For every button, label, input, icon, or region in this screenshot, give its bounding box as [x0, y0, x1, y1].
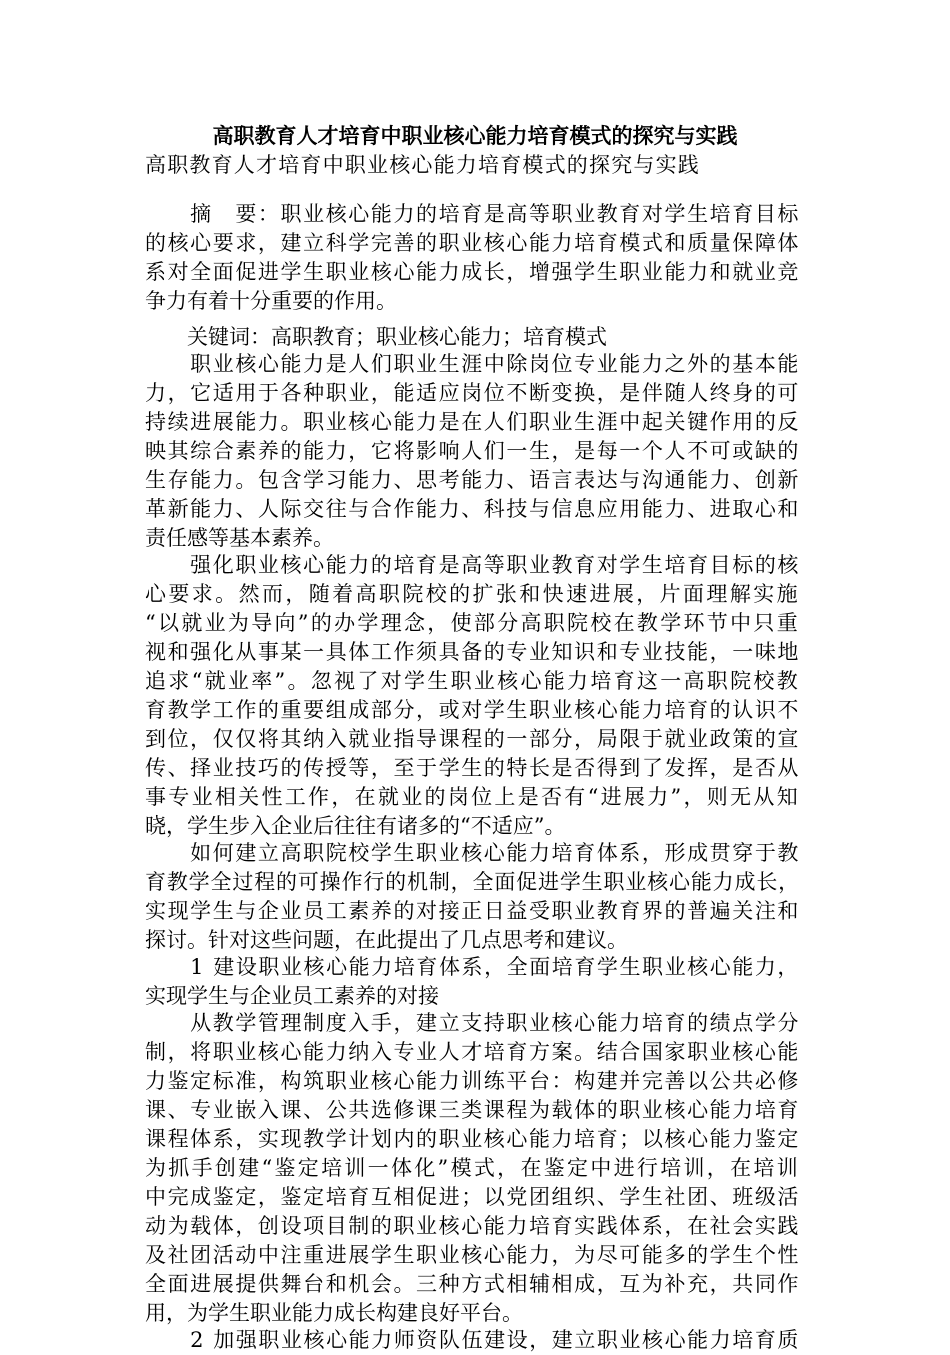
document-title: 高职教育人才培育中职业核心能力培育模式的探究与实践: [212, 124, 738, 148]
body-text-line: 1 建设职业核心能力培育体系，全面培育学生职业核心能力，: [145, 955, 800, 979]
body-text-line: 关键词：高职教育；职业核心能力；培育模式: [145, 325, 607, 349]
body-text-line: 强化职业核心能力的培育是高等职业教育对学生培育目标的核: [145, 553, 800, 577]
body-text-line: 动为载体，创设项目制的职业核心能力培育实践体系，在社会实践: [145, 1214, 800, 1238]
body-text-line: 职业核心能力是人们职业生涯中除岗位专业能力之外的基本能: [145, 352, 800, 376]
body-text-line: 全面进展提供舞台和机会。三种方式相辅相成，互为补充，共同作: [145, 1272, 800, 1296]
body-text-line: 实现学生与企业员工素养的对接正日益受职业教育界的普遍关注和: [145, 899, 800, 923]
body-text-line: 探讨。针对这些问题，在此提出了几点思考和建议。: [145, 928, 628, 952]
body-text-line: 实现学生与企业员工素养的对接: [145, 984, 439, 1008]
body-text-line: 课、专业嵌入课、公共选修课三类课程为载体的职业核心能力培育: [145, 1098, 800, 1122]
body-text-line: 课程体系，实现教学计划内的职业核心能力培育；以核心能力鉴定: [145, 1127, 800, 1151]
body-text-line: 力，它适用于各种职业，能适应岗位不断变换，是伴随人终身的可: [145, 381, 800, 405]
body-text-line: 用，为学生职业能力成长构建良好平台。: [145, 1301, 523, 1325]
body-text-line: 传、择业技巧的传授等，至于学生的特长是否得到了发挥，是否从: [145, 756, 800, 780]
body-text-line: 中完成鉴定，鉴定培育互相促进；以党团组织、学生社团、班级活: [145, 1185, 800, 1209]
body-text-line: 系对全面促进学生职业核心能力成长，增强学生职业能力和就业竞: [145, 260, 800, 284]
body-text-line: 2 加强职业核心能力师资队伍建设，建立职业核心能力培育质: [145, 1328, 800, 1352]
body-text-line: 责任感等基本素养。: [145, 526, 334, 550]
body-text-line: 争力有着十分重要的作用。: [145, 289, 397, 313]
body-text-line: 从教学管理制度入手，建立支持职业核心能力培育的绩点学分: [145, 1011, 800, 1035]
body-text-line: 事专业相关性工作，在就业的岗位上是否有“进展力”，则无从知: [145, 785, 800, 809]
body-text-line: 心要求。然而，随着高职院校的扩张和快速进展，片面理解实施: [145, 582, 800, 606]
body-text-line: 晓，学生步入企业后往往有诸多的“不适应”。: [145, 814, 566, 838]
body-text-line: 及社团活动中注重进展学生职业核心能力，为尽可能多的学生个性: [145, 1243, 800, 1267]
body-text-line: 的核心要求，建立科学完善的职业核心能力培育模式和质量保障体: [145, 231, 800, 255]
body-text-line: 到位，仅仅将其纳入就业指导课程的一部分，局限于就业政策的宣: [145, 727, 800, 751]
body-text-line: 视和强化从事某一具体工作须具备的专业知识和专业技能，一味地: [145, 640, 800, 664]
body-text-line: 持续进展能力。职业核心能力是在人们职业生涯中起关键作用的反: [145, 410, 800, 434]
body-text-line: 追求“就业率”。忽视了对学生职业核心能力培育这一高职院校教: [145, 669, 800, 693]
body-text-line: 革新能力、人际交往与合作能力、科技与信息应用能力、进取心和: [145, 497, 800, 521]
body-text-line: 育教学全过程的可操作行的机制，全面促进学生职业核心能力成长，: [145, 870, 800, 894]
body-text-line: 摘 要：职业核心能力的培育是高等职业教育对学生培育目标: [145, 202, 800, 226]
body-text-line: 育教学工作的重要组成部分，或对学生职业核心能力培育的认识不: [145, 698, 800, 722]
body-text-line: 如何建立高职院校学生职业核心能力培育体系，形成贯穿于教: [145, 841, 800, 865]
body-text-line: 力鉴定标准，构筑职业核心能力训练平台：构建并完善以公共必修: [145, 1069, 800, 1093]
body-text-line: “以就业为导向”的办学理念，使部分高职院校在教学环节中只重: [145, 611, 800, 635]
body-text-line: 为抓手创建“鉴定培训一体化”模式，在鉴定中进行培训，在培训: [145, 1156, 800, 1180]
subtitle-line: 高职教育人才培育中职业核心能力培育模式的探究与实践: [145, 153, 700, 177]
body-text-line: 映其综合素养的能力，它将影响人们一生，是每一个人不可或缺的: [145, 439, 800, 463]
body-text-line: 生存能力。包含学习能力、思考能力、语言表达与沟通能力、创新: [145, 468, 800, 492]
body-text-line: 制，将职业核心能力纳入专业人才培育方案。结合国家职业核心能: [145, 1040, 800, 1064]
